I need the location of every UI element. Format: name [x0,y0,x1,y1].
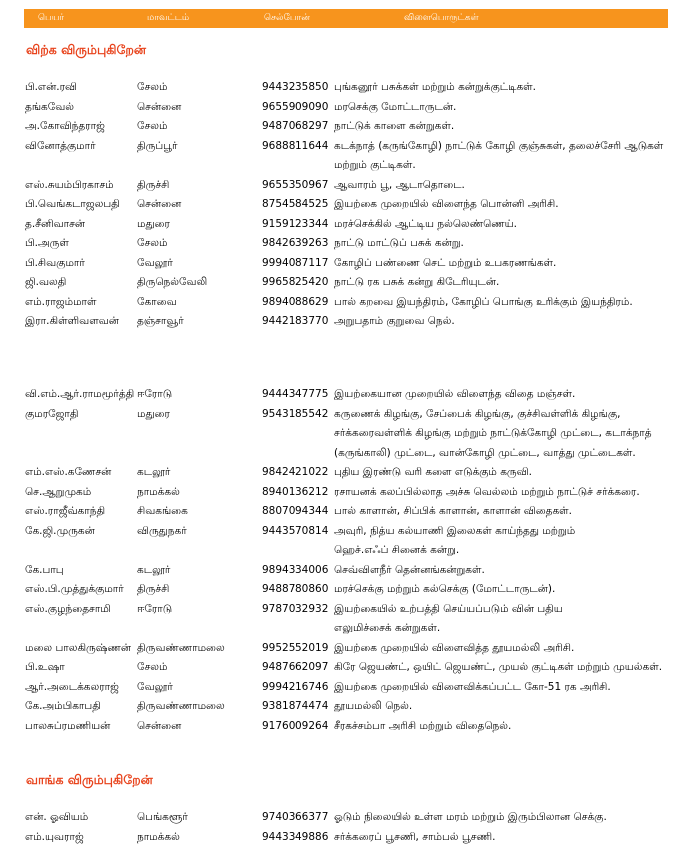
district: பெங்களூர் [137,811,188,823]
product: சீரகச்சம்பா அரிசி மற்றும் விதைநெல். [334,719,512,732]
farmer-name: பாலசுப்ரமணியன் [25,719,111,732]
phone-part-1: 94432 [262,81,296,93]
district: சிவகங்கை [137,505,188,517]
product: மரச்செக்கு மற்றும் கல்செக்கு (மோட்டாருடன்). [334,583,556,595]
phone-part-2: 74474 [295,700,329,712]
district: சேலம் [137,81,168,93]
phone-part-2: 84525 [295,198,329,210]
farmer-name: எஸ்.சுயம்பிரகாசம் [25,178,114,191]
product: கோழிப் பண்ணை செட் மற்றும் உபகரணங்கள். [334,256,557,269]
district: சென்னை [137,198,182,210]
phone-part-1: 96553 [262,178,296,191]
product: பால் காளான், சிப்பிக் காளான், காளான் விதைகள். [334,505,572,517]
product: ஓடும் நிலையில் உள்ள மரம் மற்றும் இரும்பிலான செக்கு. [334,811,607,823]
product: கருணைக் கிழங்கு, சேப்பைக் கிழங்கு, குச்சிவள்ளிக் கிழங்கு, [334,407,621,420]
district: சேலம் [137,661,168,673]
farmer-name: எம்.எஸ்.கணேசன் [25,466,112,478]
phone-part-2: 94344 [295,505,329,517]
phone-part-1: 94870 [262,120,296,132]
district: சென்னை [137,719,182,732]
phone-part-2: 52019 [295,641,329,654]
district: கடலூர் [137,466,171,478]
phone-part-2: 50967 [295,178,329,191]
phone-part-1: 97403 [262,811,296,823]
phone-part-1: 99940 [262,256,296,269]
product: நாட்டு மாட்டுப் பசுக் கன்று. [334,237,464,249]
product: செவ்விளநீர் தென்னங்கன்றுகள். [334,563,485,576]
phone-part-1: 94443 [262,388,296,400]
farmer-name: பி.உஷா [25,661,65,673]
district: திருவண்ணாமலை [137,700,225,712]
phone-part-2: 09264 [295,719,329,732]
farmer-name: எஸ்.பி.முத்துக்குமார் [25,583,124,595]
product: புங்கனூர் பசுக்கள் மற்றும் கன்றுக்குட்டிகள். [334,81,536,93]
phone-part-2: 47775 [295,388,329,400]
farmer-name: எஸ்.குழந்தைசாமி [25,602,111,615]
phone-part-1: 95431 [262,407,296,420]
phone-part-1: 91760 [262,719,296,732]
product: மரச்செக்கில் ஆட்டிய நல்லெண்ணெய். [334,217,517,230]
phone-part-2: 87117 [295,256,329,269]
farmer-name: என். ஓவியம் [25,811,89,823]
phone-part-1: 94433 [262,830,296,843]
district: நாமக்கல் [137,830,180,843]
phone-part-1: 94435 [262,524,296,537]
product: இயற்கை முறையில் விளைந்த பொன்னி அரிசி. [334,198,559,210]
phone-part-2: 70814 [295,524,329,537]
district: நாமக்கல் [137,485,180,498]
phone-part-2: 09090 [295,100,329,113]
phone-part-1: 88070 [262,505,296,517]
farmer-name: எம்.யுவராஜ் [25,830,84,843]
phone-part-2: 16746 [295,680,329,693]
farmer-name: அ.கோவிந்தராஜ் [25,120,105,132]
product-continued: ஹெச்.எஃப் சினைக் கன்று. [334,544,460,556]
phone-part-2: 23344 [295,217,329,230]
district: திருச்சி [137,583,170,595]
phone-part-1: 99658 [262,276,296,288]
phone-part-1: 89401 [262,485,296,498]
farmer-name: மலை பாலகிருஷ்ணன் [25,641,132,654]
product-continued: (கருங்காலி) முட்டை, வான்கோழி முட்டை, வாத்து முட்டைகள். [334,446,636,459]
phone-part-1: 94421 [262,315,296,327]
farmer-name: இரா.கிள்ளிவளவன் [25,315,119,327]
farmer-name: கே.ஜி.முருகன் [25,524,95,537]
phone-part-1: 93818 [262,700,296,712]
product-continued: சர்க்கரைவள்ளிக் கிழங்கு மற்றும் நாட்டுக்கோழி முட்டை, கடாக்நாத் [334,427,652,439]
header-phone: செல்போன் [264,13,310,23]
header-district: மாவட்டம் [147,13,190,23]
district: சேலம் [137,120,168,132]
phone-part-2: 32932 [295,602,329,615]
farmer-name: பி.அருள் [25,237,69,249]
district: வேலூர் [137,680,173,693]
product: பால் கறவை இயந்திரம், கோழிப் பொங்கு உரிக்கும் இயந்திரம். [334,295,633,308]
district: மதுரை [137,217,170,230]
phone-part-2: 80860 [295,583,329,595]
header-product: விளைபொருட்கள் [404,13,479,23]
farmer-name: பி.சிவகுமார் [25,256,85,269]
phone-part-1: 98940 [262,295,296,308]
product: மரசெக்கு மோட்டாருடன். [334,100,457,113]
farmer-name: கே.பாபு [25,563,64,576]
phone-part-2: 68297 [295,120,329,132]
product: சர்க்கரைப் பூசணி, சாம்பல் பூசணி. [334,830,496,843]
district: சேலம் [137,237,168,249]
farmer-name: பி.என்.ரவி [25,81,77,93]
district: தஞ்சாவூர் [137,315,184,327]
farmer-name: குமரஜோதி [25,407,79,420]
district: மதுரை [137,407,170,420]
phone-part-1: 91591 [262,217,296,230]
district: கோவை [137,295,177,308]
phone-part-2: 36212 [295,485,329,498]
phone-part-1: 98426 [262,237,296,249]
product: நாட்டுக் காளை கன்றுகள். [334,120,455,132]
table-header [24,9,668,28]
phone-part-2: 49886 [295,830,329,843]
product: நாட்டு ரக பசுக் கன்று கிடேரியுடன். [334,276,500,288]
product: கடக்நாத் (கருங்கோழி) நாட்டுக் கோழி குஞ்சுகள், தலைச்சேரி ஆடுகள் [334,139,664,152]
farmer-name: ஆர்.அடைக்கலராஜ் [25,680,119,693]
district: சென்னை [137,100,182,113]
district: வேலூர் [137,256,173,269]
header-name: பெயர் [38,13,65,23]
phone-part-1: 94876 [262,661,296,673]
product: இயற்கையில் உற்பத்தி செய்யப்படும் வின் பதிய [334,602,563,615]
phone-part-1: 98943 [262,563,296,576]
farmer-name: வி.எம்.ஆர்.ராமமூர்த்தி [25,388,135,400]
phone-part-2: 83770 [295,315,329,327]
product: இயற்கை முறையில் விளைவிக்கப்பட்ட கோ-51 ரக அரிசி. [334,680,611,693]
district: திருப்பூர் [137,139,178,152]
phone-part-1: 98424 [262,466,296,478]
phone-part-2: 21022 [295,466,329,478]
product-continued: எலுமிச்சைக் கன்றுகள். [334,622,441,634]
product: ரசாயனக் கலப்பில்லாத அச்சு வெல்லம் மற்றும் நாட்டுச் சர்க்கரை. [334,485,640,498]
phone-part-1: 96559 [262,100,296,113]
phone-part-1: 97870 [262,602,296,615]
product: கிரே ஜெயண்ட், ஒயிட் ஜெயண்ட், முயல் குட்டிகள் மற்றும் முயல்கள். [334,661,663,673]
phone-part-2: 35850 [295,81,329,93]
phone-part-2: 25420 [295,276,329,288]
phone-part-1: 94887 [262,583,296,595]
phone-part-2: 62097 [295,661,329,673]
district: திருச்சி [137,178,170,191]
phone-part-2: 11644 [295,139,329,152]
product: அறுபதாம் குறுவை நெல். [334,315,455,327]
district: விருதுநகர் [137,524,187,537]
phone-part-2: 66377 [295,811,329,823]
district: திருவண்ணாமலை [137,641,225,654]
product: இயற்கை முறையில் விளைவித்த தூயமல்லி அரிசி. [334,641,575,654]
farmer-name: வினோத்குமார் [25,139,96,152]
phone-part-1: 96888 [262,139,296,152]
phone-part-1: 99942 [262,680,296,693]
farmer-name: த.சீனிவாசன் [25,217,86,230]
product: புதிய இரண்டு வரி களை எடுக்கும் கருவி. [334,466,532,478]
district: ஈரோடு [137,602,173,615]
district: ஈரோடு [137,388,173,400]
farmer-name: பி.வெங்கடாஜலபதி [25,198,120,210]
phone-part-1: 87545 [262,198,296,210]
product: தூயமல்லி நெல். [334,700,413,712]
phone-part-2: 88629 [295,295,329,308]
product: ஆவாரம் பூ, ஆடாதொடை. [334,178,465,191]
buy-section-title: வாங்க விரும்புகிறேன் [26,772,153,787]
phone-part-1: 99525 [262,641,296,654]
phone-part-2: 34006 [295,563,329,576]
phone-part-2: 85542 [295,407,329,420]
product: அவுரி, நித்ய கல்யாணி இலைகள் காய்ந்தது மற்றும் [334,524,576,537]
farmer-name: ஜி.வலதி [25,276,67,288]
district: கடலூர் [137,563,171,576]
farmer-name: கே.அம்பிகாபதி [25,700,101,712]
district: திருநெல்வேலி [137,276,208,288]
farmer-name: எம்.ராஜம்மாள் [25,295,97,308]
sell-section-title: விற்க விரும்புகிறேன் [26,42,146,57]
farmer-name: எஸ்.ராஜீவ்காந்தி [25,505,106,517]
phone-part-2: 39263 [295,237,329,249]
product: இயற்கையான முறையில் விளைந்த விதை மஞ்சள். [334,388,576,400]
farmer-name: தங்கவேல் [25,100,74,113]
product-continued: மற்றும் குட்டிகள். [334,159,416,171]
farmer-name: செ.ஆறுமுகம் [25,485,92,498]
